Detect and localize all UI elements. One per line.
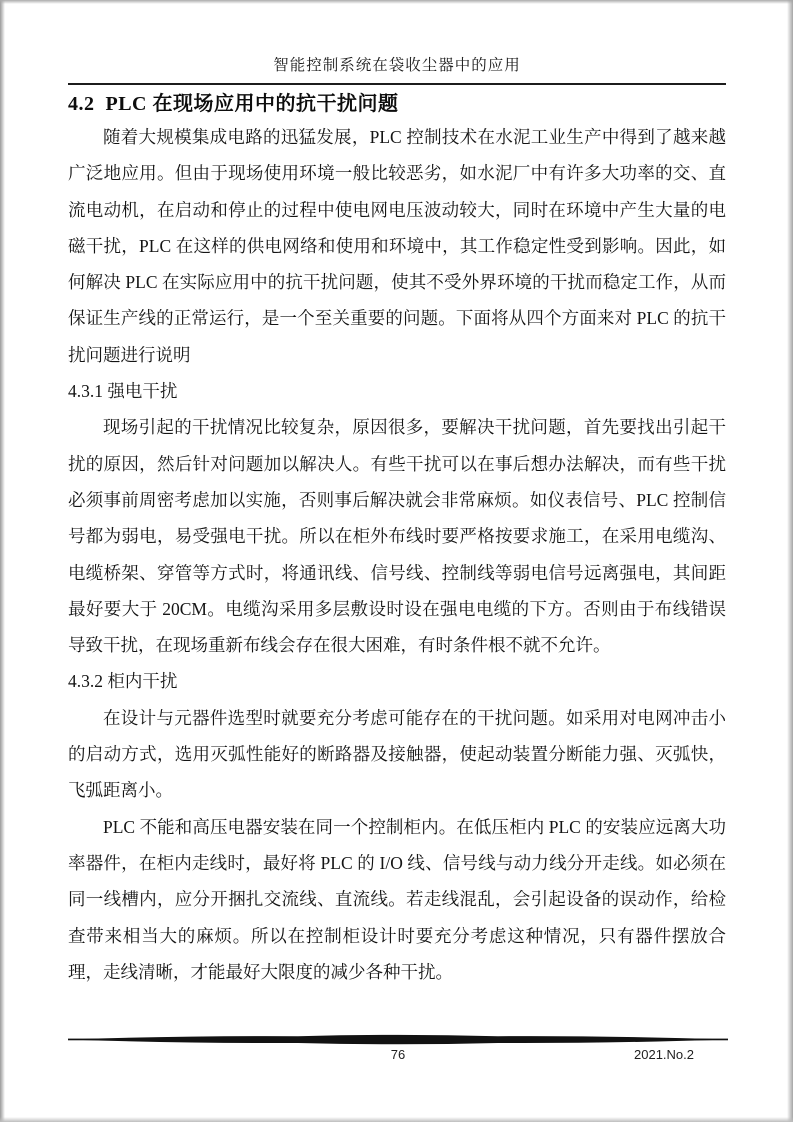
- paragraph-cabinet-design: 在设计与元器件选型时就要充分考虑可能存在的干扰问题。如采用对电网冲击小的启动方式，选用灭弧性能好的断路器及接触器，使起动装置分断能力强、灭弧快，飞弧距离小。: [68, 707, 726, 801]
- subsection-heading-cabinet: 4.3.2 柜内干扰: [68, 671, 178, 692]
- paragraph-cabinet-wiring: PLC 不能和高压电器安装在同一个控制柜内。在低压柜内 PLC 的安装应远离大功率器件，在柜内走线时，最好将 PLC 的 I/O 线、信号线与动力线分开走线。如必须在同一线槽内，应分开捆扎交流线、直流线。若走线混乱，会引起设备的误动作，给检查带来相当大的麻烦。所以在控制柜设计时要充分考虑这种情况，只有器件摆放合理，走线清晰，才能最好大限度的减少各种干扰。: [68, 816, 726, 982]
- issue-label: 2021.No.2: [634, 1047, 694, 1062]
- header-divider: [68, 83, 726, 85]
- page-content: [68, 0, 726, 990]
- page-footer: [68, 1034, 728, 1065]
- page-edge-left: [0, 0, 5, 1122]
- page-edge-bottom: [0, 1117, 793, 1122]
- running-title: 智能控制系统在袋收尘器中的应用: [273, 57, 521, 74]
- footer-text-row: [68, 1047, 728, 1065]
- subsection-heading-strong-current: 4.3.1 强电干扰: [68, 381, 178, 402]
- page-edge-right: [787, 0, 793, 1122]
- paragraph-intro: 随着大规模集成电路的迅猛发展，PLC 控制技术在水泥工业生产中得到了越来越广泛地应用。但由于现场使用环境一般比较恶劣，如水泥厂中有许多大功率的交、直流电动机，在启动和停止的过程中使电网电压波动较大，同时在环境中产生大量的电磁干扰，PLC 在这样的供电网络和使用和环境中，其工作稳定性受到影响。因此，如何解决 PLC 在实际应用中的抗干扰问题，使其不受外界环境的干扰而稳定工作，从而保证生产线的正常运行，是一个至关重要的问题。下面将从四个方面来对 PLC 的抗干扰问题进行说明: [68, 127, 726, 365]
- paragraph-strong-current: 现场引起的干扰情况比较复杂，原因很多，要解决干扰问题，首先要找出引起干扰的原因，然后针对问题加以解决人。有些干扰可以在事后想办法解决，而有些干扰必须事前周密考虑加以实施，否则事后解决就会非常麻烦。如仪表信号、PLC 控制信号都为弱电，易受强电干扰。所以在柜外布线时要严格按要求施工，在采用电缆沟、电缆桥架、穿管等方式时，将通讯线、信号线、控制线等弱电信号远离强电，其间距最好要大于 20CM。电缆沟采用多层敷设时设在强电电缆的下方。否则由于布线错误导致干扰，在现场重新布线会存在很大困难，有时条件根不就不允许。: [68, 417, 726, 656]
- page-number: 76: [390, 1047, 406, 1062]
- footer-rule-graphic: [68, 1034, 728, 1046]
- section-heading: 4.2 PLC 在现场应用中的抗干扰问题: [68, 93, 399, 115]
